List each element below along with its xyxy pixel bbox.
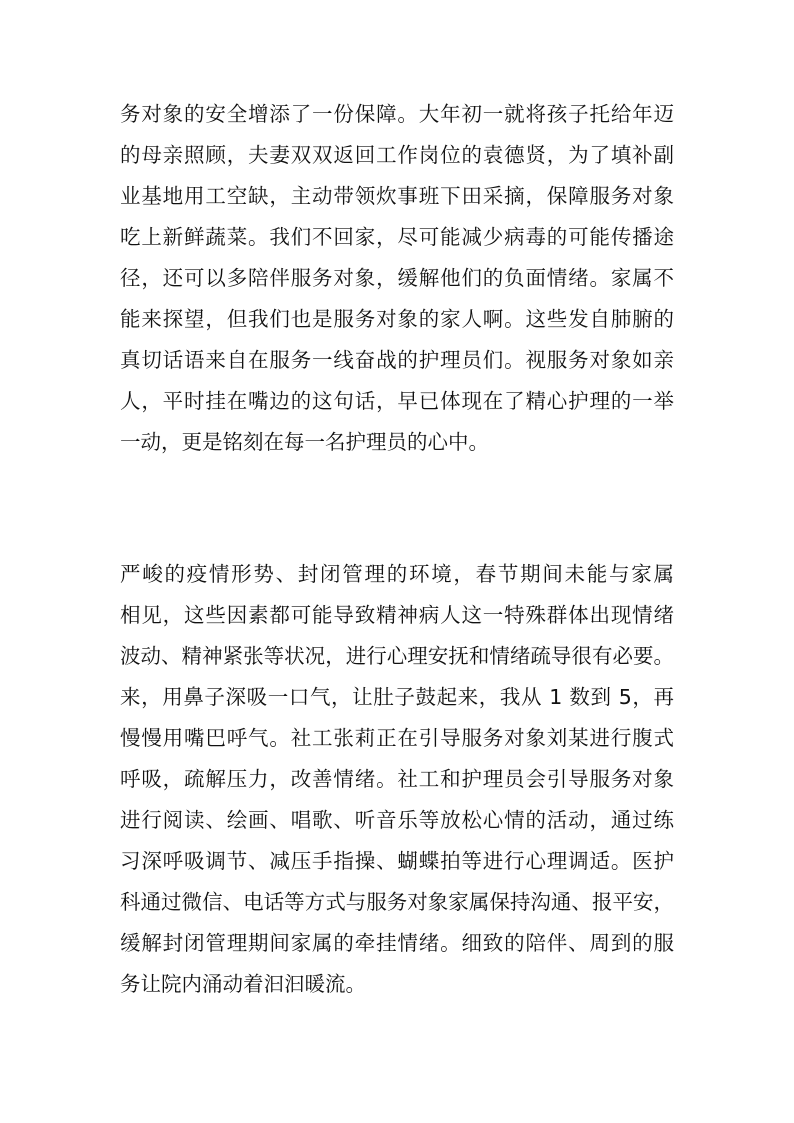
paragraph-2-line-2: 相见，这些因素都可能导致精神病人这一特殊群体出现情绪 bbox=[120, 603, 674, 627]
paragraph-1-line-1: 务对象的安全增添了一份保障。大年初一就将孩子托给年迈 bbox=[120, 102, 674, 126]
paragraph-2-line-10: 缓解封闭管理期间家属的牵挂情绪。细致的陪伴、周到的服 bbox=[120, 931, 674, 955]
paragraph-1-line-9: 一动，更是铭刻在每一名护理员的心中。 bbox=[120, 430, 489, 454]
paragraph-1-line-8: 人，平时挂在嘴边的这句话，早已体现在了精心护理的一举 bbox=[120, 389, 674, 413]
paragraph-1-line-5: 径，还可以多陪伴服务对象，缓解他们的负面情绪。家属不 bbox=[120, 266, 674, 290]
paragraph-2-line-3: 波动、精神紧张等状况，进行心理安抚和情绪疏导很有必要。 bbox=[120, 644, 674, 668]
paragraph-1-line-2: 的母亲照顾，夫妻双双返回工作岗位的袁德贤，为了填补副 bbox=[120, 143, 674, 167]
paragraph-2-line-6: 呼吸，疏解压力，改善情绪。社工和护理员会引导服务对象 bbox=[120, 767, 674, 791]
paragraph-1-line-4: 吃上新鲜蔬菜。我们不回家，尽可能减少病毒的可能传播途 bbox=[120, 225, 674, 249]
paragraph-1-line-7: 真切话语来自在服务一线奋战的护理员们。视服务对象如亲 bbox=[120, 348, 674, 372]
paragraph-2-line-11: 务让院内涌动着汩汩暖流。 bbox=[120, 972, 366, 996]
paragraph-2-line-8: 习深呼吸调节、减压手指操、蝴蝶拍等进行心理调适。医护 bbox=[120, 849, 674, 873]
paragraph-2-line-7: 进行阅读、绘画、唱歌、听音乐等放松心情的活动，通过练 bbox=[120, 808, 674, 832]
paragraph-2-line-5: 慢慢用嘴巴呼气。社工张莉正在引导服务对象刘某进行腹式 bbox=[120, 726, 674, 750]
paragraph-2-line-1: 严峻的疫情形势、封闭管理的环境，春节期间未能与家属 bbox=[120, 562, 674, 586]
paragraph-2-line-9: 科通过微信、电话等方式与服务对象家属保持沟通、报平安， bbox=[120, 890, 674, 914]
paragraph-1-line-6: 能来探望，但我们也是服务对象的家人啊。这些发自肺腑的 bbox=[120, 307, 674, 331]
paragraph-2-line-4: 来，用鼻子深吸一口气，让肚子鼓起来，我从 1 数到 5，再 bbox=[120, 685, 674, 709]
paragraph-1-line-3: 业基地用工空缺，主动带领炊事班下田采摘，保障服务对象 bbox=[120, 184, 674, 208]
